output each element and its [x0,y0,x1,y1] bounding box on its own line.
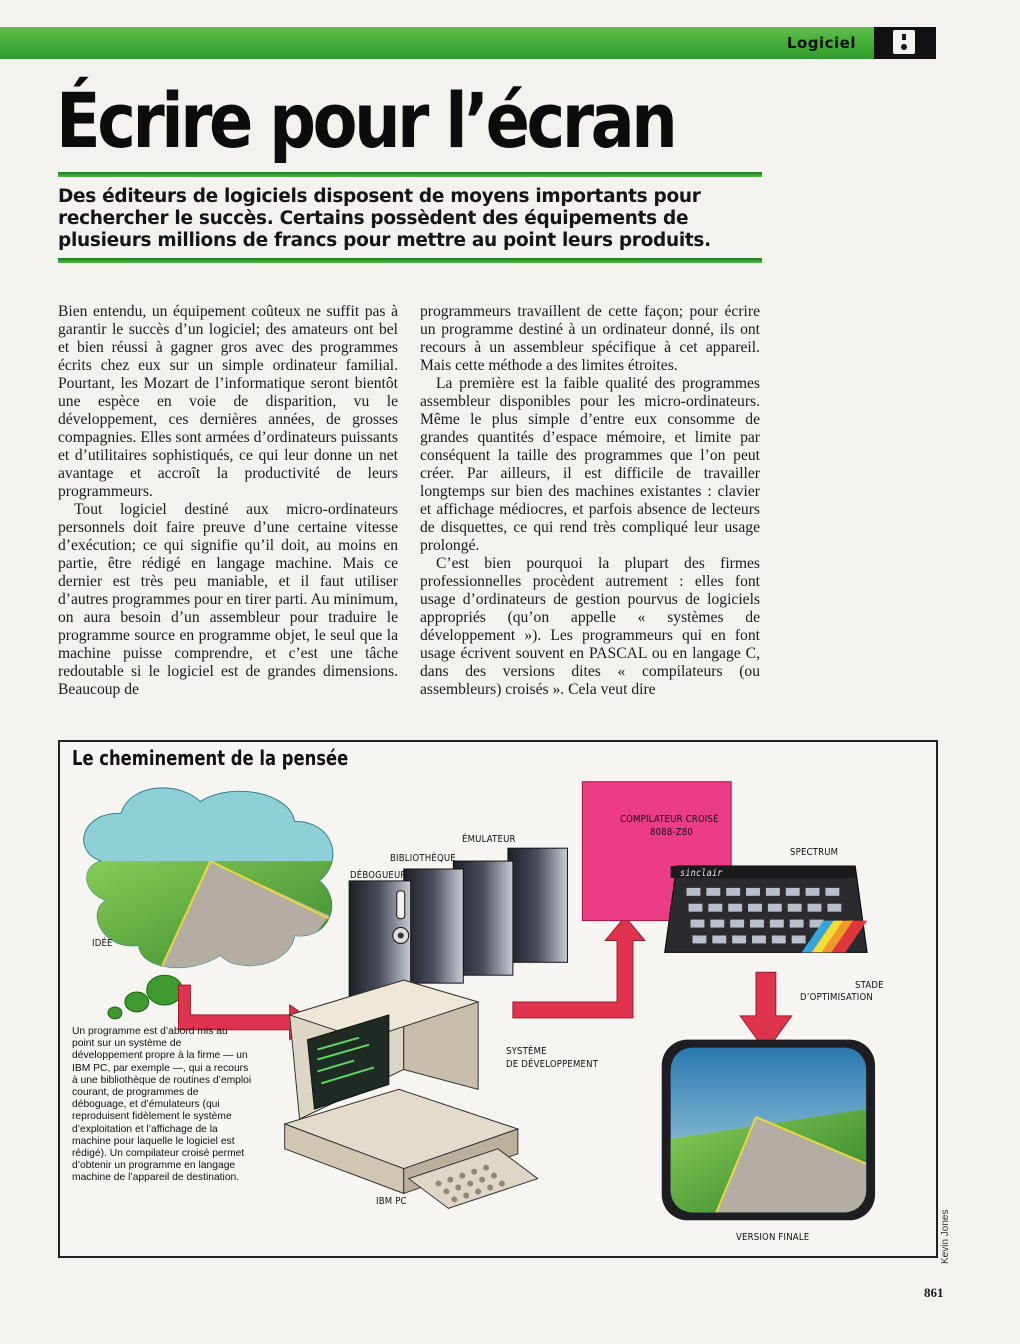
debugger-label: DÉBOGUEUR [350,870,407,881]
tv-screen-icon [662,1040,875,1221]
workflow-illustration [58,740,938,1258]
title-rule [58,172,762,177]
figure-title: Le cheminement de la pensée [72,746,349,770]
floppy-disk-icon [874,27,936,59]
sinclair-brand: sinclair [680,868,723,879]
library-label: BIBLIOTHÈQUE [390,853,456,864]
article-lead: Des éditeurs de logiciels disposent de moyens importants pour rechercher le succès. Certains possèdent des équipements de plusieurs millions de francs pour mettre au point leurs produits. [58,186,711,251]
spectrum-label: SPECTRUM [790,847,839,858]
paragraph: La première est la faible qualité des programmes assembleur disponibles pour les micro-ordinateurs. Même le plus simple d’entre eux consomme de grandes quantités d’espace mémoire, et limite par conséquent la taille des programmes que l’on peut créer. Par ailleurs, il est difficile de travailler longtemps sur bien des machines existantes : clavier et affichage médiocres, et parfois absence de lecteurs de disquettes, ce qui rend très compliqué leur usage prolongé. [420,375,760,554]
illustration-credit: Kevin Jones [940,1209,951,1264]
dev-system-label-line1: SYSTÈME [506,1046,547,1057]
cross-compiler-target-label: 8088-Z80 [650,827,694,838]
optimisation-label-line1: STADE [855,980,884,991]
article-title: Écrire pour l’écran [56,76,675,165]
cross-compiler-label: COMPILATEUR CROISÉ [620,814,719,825]
paragraph: C’est bien pourquoi la plupart des firmes professionnelles procèdent autrement : elles font usage d’ordinateurs de gestion pourvus de logiciels appropriés (qu’on appelle « systèmes de développement »). Les programmeurs qui en font usage écrivent souvent en PASCAL ou en langage C, dans des versions dites « compilateurs (ou assembleurs) croisés ». Cela veut dire [420,555,760,698]
page-number: 861 [924,1285,944,1300]
paragraph: programmeurs travaillent de cette façon; pour écrire un programme destiné à un ordinateur donné, ils ont recours à un assembleur spécifique à cet appareil. Mais cette méthode a des limites étroites. [420,303,760,374]
section-header-bar [0,27,936,59]
final-version-label: VERSION FINALE [736,1232,810,1243]
section-label: Logiciel [786,34,856,52]
paragraph: Bien entendu, un équipement coûteux ne suffit pas à garantir le succès d’un logiciel; des amateurs ont bel et bien réussi à gagner gros avec des programmes écrits chez eux sur un simple ordinateur familial. Pourtant, les Mozart de l’informatique seront bientôt une espèce en voie de disparition, vu le développement, ces dernières années, de grosses compagnies. Elles sont armées d’ordinateurs puissants et d’utilitaires sophistiqués, ce qui leur donne un net avantage et accroît la productivité de leurs programmeurs. [58,303,398,500]
emulator-label: ÉMULATEUR [462,834,516,845]
paragraph: Tout logiciel destiné aux micro-ordinateurs personnels doit faire preuve d’une certaine vitesse d’exécution; ce qui signifie qu’il doit, au moins en partie, être rédigé en langage machine. Mais ce dernier est très peu maniable, et il faut utiliser d’autres programmes pour en tirer parti. Au minimum, on aura besoin d’un assembleur pour traduire le programme source en programme objet, le seul que la machine puisse comprendre, et c’est une tâche redoutable si le logiciel est de grandes dimensions. Beaucoup de [58,501,398,698]
figure-caption: Un programme est d’abord mis au point sur un système de développement propre à la firme — un IBM PC, par exemple —, qui a recours à une bibliothèque de routines d’emploi courant, de programmes de déboguage, et d’émulateurs (qui reproduisent fidèlement le système d’exploitation et l’affichage de la machine pour laquelle le logiciel est rédigé). Un compilateur croisé permet d’obtenir un programme en langage machine de l’appareil de destination. [72,1026,252,1184]
body-column-1 [58,303,398,699]
optimisation-label-line2: D’OPTIMISATION [800,992,873,1003]
idea-cloud-icon [61,788,359,1019]
idea-label: IDÉE [92,938,113,949]
ibm-pc-label: IBM PC [376,1196,407,1207]
ibm-pc-icon [285,980,538,1208]
body-column-2 [420,303,760,699]
lead-rule [58,258,762,263]
dev-system-label-line2: DE DÉVELOPPEMENT [506,1059,599,1070]
